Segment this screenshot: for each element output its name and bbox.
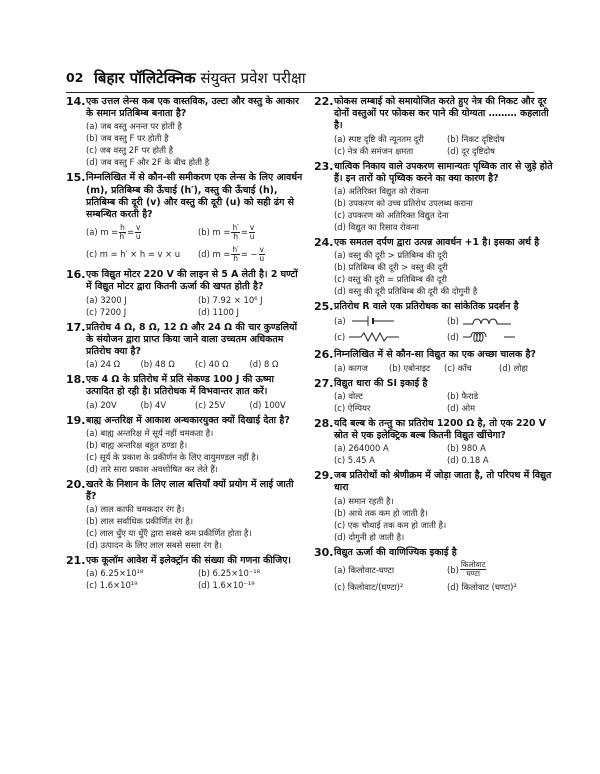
question-text: यदि बल्ब के तन्तु का प्रतिरोध 1200 Ω है, तो एक 220 V स्रोत से एक इलेक्ट्रिक बल्ब कितनी विद्युत खींचेगा? [334,417,547,442]
question [66,479,304,551]
question-number: 29. [314,469,334,483]
option: (b) आधे तक कम हो जाती है। [334,507,428,518]
option: (d) दूर दृष्टिदोष [447,145,496,156]
option: (c) नेत्र की समंजन क्षमता [334,145,414,156]
math-text: = [126,227,134,238]
option: (b) 7.92 × 10⁶ J [198,294,263,305]
math-text: (b) [447,564,459,575]
question-number: 19. [66,413,86,427]
question-text: विद्युत धारा की SI इकाई है [334,377,428,389]
title-rest: संयुक्त प्रवेश परीक्षा [195,69,306,87]
option-d [198,243,304,265]
option-label: (d) [447,332,459,343]
question [314,418,554,466]
option: (c) जब वस्तु 2F पर होती है [86,145,174,156]
options [86,358,304,370]
fraction [249,224,255,241]
option-a [86,221,192,243]
option: (b) 980 A [447,443,486,454]
question-text: प्रतिरोध R वाले एक प्रतिरोधक का सांकेतिक प्रदर्शन है [334,301,519,313]
option: (c) 5.45 A [334,455,375,466]
fraction [460,561,487,578]
option-a [334,313,441,329]
option: (c) लाल धुँए या धुँएँ द्वारा सबसे कम प्रकीर्णित होता है। [86,528,252,539]
cell-symbol-icon [350,315,396,327]
options [334,249,554,297]
symbol [349,331,399,343]
option-b [447,559,554,581]
options [86,503,304,551]
option: (c) 1.6×10¹⁹ [86,580,138,591]
options [334,442,554,466]
options [86,221,304,265]
option: (d) उत्पादन के लिए लाल सबसे सस्ता रंग है। [86,540,222,551]
option: (d) विद्युत का रिसाव रोकना [334,222,419,233]
option: (b) 6.25×10⁻¹⁸ [198,568,260,579]
fraction-denominator: u [249,231,255,241]
option-label: (a) [334,316,346,327]
option: (a) बाह्य अन्तरिक्ष में सूर्य नहीं चमकता है। [86,427,214,438]
question [66,96,304,168]
fraction-denominator: h [233,253,238,263]
question-number: 27. [314,376,334,390]
option: (a) जब वस्तु अनन्त पर होती है [86,121,182,132]
question [314,349,554,373]
question [314,161,554,233]
fraction [259,246,265,263]
options [334,185,554,233]
resistor-symbol-icon [349,331,399,343]
symbol [463,315,513,327]
option: (b) 4V [140,399,167,410]
option: (d) 100V [249,399,286,410]
question [66,322,304,371]
options [86,399,304,411]
option: (d) तारे सारा प्रकाश अवशोषित कर लेते हैं। [86,463,218,474]
option: (b) निकट दृष्टिदोष [447,133,505,144]
question-number: 24. [314,236,334,250]
question-text: बाह्य अन्तरिक्ष में आकाश अन्धकारयुक्त क्यों दिखाई देता है? [86,414,290,426]
option-b [447,313,554,329]
question-text: विद्युत ऊर्जा की वाणिज्यिक इकाई है [334,546,457,558]
option: (c) सूर्य के प्रकाश के प्रकीर्णन के लिए वायुमण्डल नहीं है। [86,451,259,462]
page-title [94,68,306,88]
option: (c) ऐम्पियर [334,402,371,413]
question [314,237,554,297]
question [66,555,304,591]
option: (a) 24 Ω [86,359,121,370]
fraction-numerator: v [249,222,255,232]
option: (a) 264000 A [334,443,389,454]
question-number: 20. [66,477,86,491]
option: (d) दोगुनी हो जाती है। [334,531,405,542]
question-text: एक समतल दर्पण द्वारा उत्पन्न आवर्धन +1 है। इसका अर्थ है [334,237,540,249]
options [334,313,554,345]
options [86,427,304,475]
fraction-numerator: h [120,222,125,232]
question-number: 23. [314,159,334,173]
option: (c) 7200 J [86,306,127,317]
option: (d) लोहा [499,362,528,373]
option: (b) एबोनाइट [389,362,431,373]
math-text: (b) m = [198,227,231,238]
option: (c) 25V [195,399,226,410]
question-number: 26. [314,348,334,362]
page-header [66,68,534,93]
options [334,390,554,414]
option-label: (b) [447,316,459,327]
options [334,133,554,157]
title-bold: बिहार पॉलिटेक्निक [94,69,196,87]
question-number: 14. [66,95,86,108]
fraction [231,224,239,241]
option: (a) स्पष्ट दृष्टि की न्यूनतम दूरी [334,133,424,144]
question-number: 18. [66,373,86,387]
question-text: एक उत्तल लेन्स कब एक वास्तविक, उल्टा और वस्तु के आकार के समान प्रतिबिम्ब बनाता है? [86,96,299,120]
math-text: = [240,227,248,238]
left-column [66,96,304,595]
option: (a) वस्तु की दूरी > प्रतिबिम्ब की दूरी [334,250,448,261]
unit-row [334,581,554,593]
option: (d) 1100 J [198,306,239,317]
option-a: (a) किलोवाट-घण्टा [334,564,395,575]
option: (d) जब वस्तु F और 2F के बीच होती है [86,157,210,168]
options [334,362,554,374]
fraction-denominator: h′ [119,231,126,241]
option: (b) लाल सर्वाधिक प्रकीर्णित रंग है। [86,516,194,527]
right-column [314,96,554,597]
page-number: 02 [66,70,84,85]
question [314,470,554,542]
options [86,120,304,168]
question-number: 17. [66,320,86,334]
option-c: (c) किलोवाट/(घण्टा)² [334,581,404,592]
math-row [86,221,304,243]
option: (b) बाह्य अन्तरिक्ष बहुत ठण्डा है। [86,439,188,450]
question-text: एक 4 Ω के प्रतिरोध में प्रति सेकण्ड 100 J की ऊष्मा उत्पादित हो रही है। प्रतिरोधक में विभवान्तर ज्ञात करें। [86,374,274,398]
question-text: एक विद्युत मोटर 220 V की लाइन से 5 A लेती है। 2 घण्टों में विद्युत मोटर द्वारा कितनी ऊर्जा की खपत होती है? [86,269,298,293]
question-text: धात्विक निकाय वाले उपकरण सामान्यतः पृथ्विक तार से जुड़े होते हैं। इन तारों को पृथ्विक करने का क्या कारण है? [334,160,553,184]
option-c: (c) m = h′ × h = v × u [86,249,181,260]
option: (b) जब वस्तु F पर होती है [86,133,169,144]
option: (d) वस्तु की दूरी प्रतिबिम्ब की दूरी की दोगुनी है [334,286,478,297]
inductor-symbol-icon [463,315,513,327]
question-number: 22. [314,95,334,108]
option: (d) ओम [447,402,476,413]
option: (a) 3200 J [86,294,127,305]
question-text: निम्नलिखित में से कौन-सी समीकरण एक लेन्स के लिए आवर्धन (m), प्रतिबिम्ब की ऊँचाई (h′), वस्तु की ऊँचाई (h), प्रतिबिम्ब की दूरी (v) और वस्तु की दूरी (u) को सही ढंग से सम्बन्धित करती है? [86,172,303,221]
fraction [231,246,239,263]
question-text: खतरे के निशान के लिए लाल बत्तियाँ क्यों प्रयोग में लाई जाती हैं? [86,478,294,503]
coil-symbol-icon [463,331,515,343]
unit-row [334,559,554,581]
option: (b) प्रतिबिम्ब की दूरी > वस्तु की दूरी [334,262,448,273]
option: (d) 8 Ω [249,359,279,370]
fraction-numerator: v [259,244,264,254]
fraction-numerator: किलोवाट [460,560,486,570]
symbol [350,315,396,327]
options [86,294,304,318]
option: (b) फैराडे [447,390,479,401]
option: (a) वोल्ट [334,390,364,401]
question-number: 25. [314,300,334,314]
math-text: (a) m = [86,227,119,238]
option: (c) काँच [444,362,472,373]
option-c [334,329,441,345]
options [334,495,554,543]
fraction-denominator: u [135,231,141,241]
option-d [447,329,554,345]
math-text: (d) m = [198,249,231,260]
question [314,547,554,593]
question-text: निम्नलिखित में से कौन-सा विद्युत का एक अच्छा चालक है? [334,349,536,361]
option-b [198,221,304,243]
option: (a) 20V [86,399,117,410]
fraction-denominator: h [233,231,238,241]
option-d: (d) किलोवाट (घण्टा)² [447,581,517,592]
question-number: 21. [66,554,86,568]
option: (c) एक चौथाई तक कम हो जाती है। [334,519,447,530]
option-label: (c) [334,332,346,343]
option: (d) 1.6×10⁻¹⁹ [198,580,255,591]
question-text: प्रतिरोध 4 Ω, 8 Ω, 12 Ω और 24 Ω की चार कुण्डलियों के संयोजन द्वारा प्राप्त किया जाने वाला उच्चतम अधिकतम प्रतिरोध क्या है? [86,321,298,358]
fraction-numerator: h′ [232,222,239,232]
math-text: = − [240,249,258,260]
question [66,415,304,475]
option: (c) उपकरण को अतिरिक्त विद्युत देना [334,210,449,221]
question [66,374,304,410]
math-row [86,243,304,265]
options [334,559,554,593]
question-text: एक कूलॉम आवेश में इलेक्ट्रॉन की संख्या की गणना कीजिए। [86,555,291,567]
options [86,567,304,591]
question-number: 28. [314,416,334,430]
option: (a) कागज [334,362,368,373]
option: (b) 48 Ω [140,359,175,370]
question-number: 16. [66,268,86,282]
question-text: फोकस लम्बाई को समायोजित करते हुए नेत्र की निकट और दूर दोनों वस्तुओं पर फोकस कर पाने की योग्यता ……… कहलाती है। [334,96,549,132]
option: (c) वस्तु की दूरी = प्रतिबिम्ब की दूरी [334,274,447,285]
option: (a) 6.25×10¹⁸ [86,568,144,579]
question [314,96,554,157]
fraction [135,224,141,241]
question [66,172,304,265]
question [314,301,554,345]
option: (a) समान रहती है। [334,495,394,506]
fraction-numerator: v [135,222,141,232]
option: (d) 0.18 A [447,455,489,466]
question-text: जब प्रतिरोधों को श्रेणीक्रम में जोड़ा जाता है, तो परिपथ में विद्युत धारा [334,470,552,494]
question-number: 15. [66,171,86,185]
option: (a) लाल काफी चमकदार रंग है। [86,504,185,515]
option: (c) 40 Ω [195,359,229,370]
fraction-numerator: h′ [232,244,239,254]
question [314,378,554,414]
question [66,269,304,317]
fraction-denominator: u [259,253,265,263]
question-number: 30. [314,545,334,559]
fraction [119,224,126,241]
fraction-denominator: घण्टा [466,569,480,579]
option: (a) अतिरिक्त विद्युत को रोकना [334,186,429,197]
option: (b) उपकरण को उच्च प्रतिरोध उपलब्ध कराना [334,198,473,209]
symbol [463,331,515,343]
